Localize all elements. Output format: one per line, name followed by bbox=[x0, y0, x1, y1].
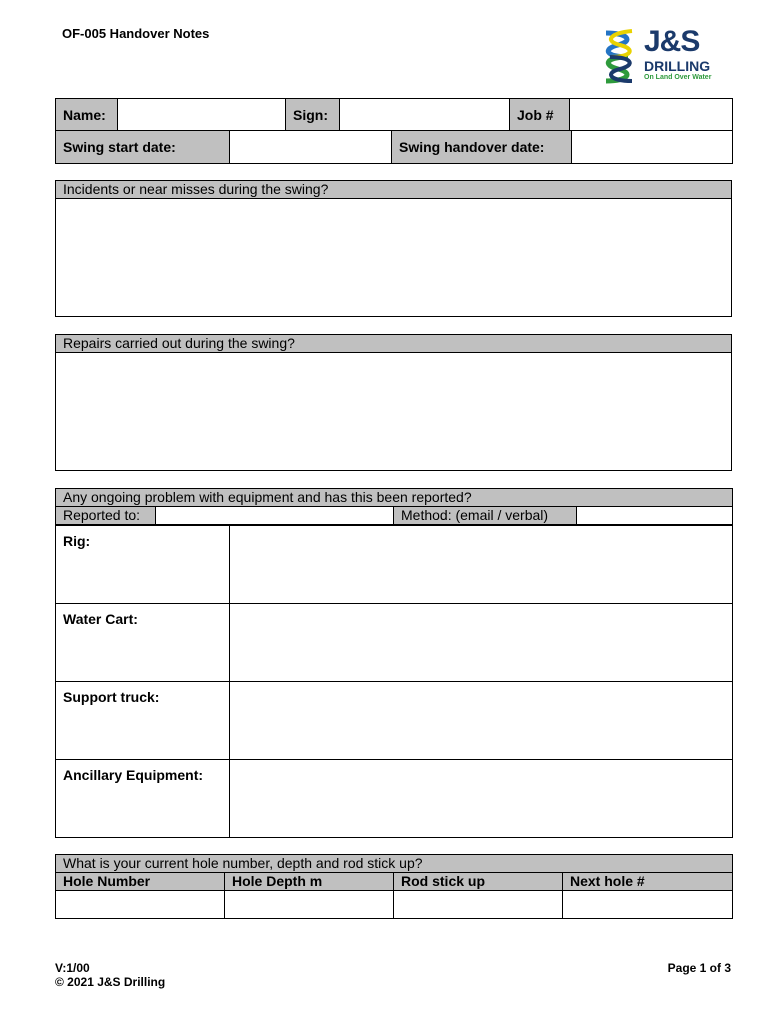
document-code: OF-005 Handover Notes bbox=[62, 26, 210, 41]
page-number: Page 1 of 3 bbox=[667, 961, 731, 975]
footer-info bbox=[55, 961, 165, 989]
incidents-section bbox=[55, 180, 732, 317]
incidents-answer[interactable] bbox=[56, 199, 732, 317]
swing-dates-table bbox=[55, 130, 733, 164]
hole-question: What is your current hole number, depth and rod stick up? bbox=[56, 855, 733, 873]
repairs-question: Repairs carried out during the swing? bbox=[56, 335, 732, 353]
incidents-question: Incidents or near misses during the swing? bbox=[56, 181, 732, 199]
hole-depth-header: Hole Depth m bbox=[225, 873, 394, 891]
water-cart-label: Water Cart: bbox=[56, 604, 230, 682]
job-label: Job # bbox=[510, 99, 570, 131]
helix-icon bbox=[598, 27, 642, 85]
hole-section bbox=[55, 854, 733, 919]
logo-sub: DRILLING bbox=[644, 58, 711, 74]
support-truck-label: Support truck: bbox=[56, 682, 230, 760]
sign-label: Sign: bbox=[286, 99, 340, 131]
reported-to-label: Reported to: bbox=[56, 507, 156, 525]
sign-field[interactable] bbox=[340, 99, 510, 131]
equipment-table bbox=[55, 525, 733, 838]
support-truck-field[interactable] bbox=[230, 682, 733, 760]
next-hole-header: Next hole # bbox=[563, 873, 733, 891]
company-logo bbox=[598, 27, 728, 85]
water-cart-field[interactable] bbox=[230, 604, 733, 682]
reported-to-field[interactable] bbox=[156, 507, 394, 525]
method-label: Method: (email / verbal) bbox=[394, 507, 577, 525]
job-field[interactable] bbox=[570, 99, 733, 131]
swing-handover-field[interactable] bbox=[572, 131, 733, 164]
details-table bbox=[55, 98, 733, 131]
ancillary-equipment-label: Ancillary Equipment: bbox=[56, 760, 230, 838]
logo-tagline: On Land Over Water bbox=[644, 74, 712, 81]
next-hole-field[interactable] bbox=[563, 891, 733, 919]
equipment-header bbox=[55, 488, 733, 525]
rig-field[interactable] bbox=[230, 526, 733, 604]
equipment-question: Any ongoing problem with equipment and has this been reported? bbox=[56, 489, 733, 507]
name-field[interactable] bbox=[118, 99, 286, 131]
hole-number-header: Hole Number bbox=[56, 873, 225, 891]
version-text: V:1/00 bbox=[55, 961, 90, 975]
ancillary-equipment-field[interactable] bbox=[230, 760, 733, 838]
rod-stick-up-header: Rod stick up bbox=[394, 873, 563, 891]
repairs-section bbox=[55, 334, 732, 471]
copyright-text: © 2021 J&S Drilling bbox=[55, 975, 166, 989]
method-field[interactable] bbox=[577, 507, 733, 525]
swing-handover-label: Swing handover date: bbox=[392, 131, 572, 164]
rig-label: Rig: bbox=[56, 526, 230, 604]
repairs-answer[interactable] bbox=[56, 353, 732, 471]
hole-depth-field[interactable] bbox=[225, 891, 394, 919]
swing-start-field[interactable] bbox=[230, 131, 392, 164]
hole-number-field[interactable] bbox=[56, 891, 225, 919]
logo-brand: J&S bbox=[644, 25, 700, 58]
rod-stick-up-field[interactable] bbox=[394, 891, 563, 919]
swing-start-label: Swing start date: bbox=[56, 131, 230, 164]
name-label: Name: bbox=[56, 99, 118, 131]
